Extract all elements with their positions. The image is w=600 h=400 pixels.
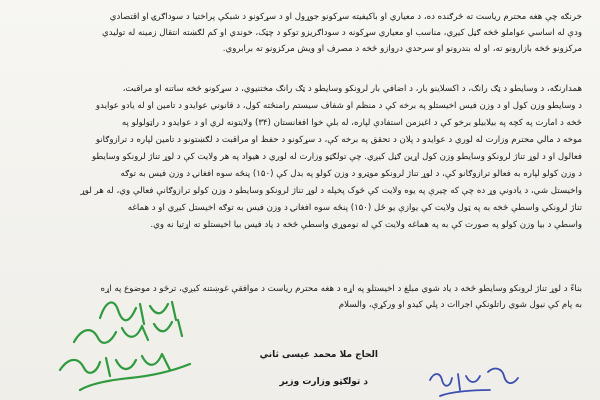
body-line: د وسایطو وزن کول او د وزن فیس اخیستلو په برخه کې د منظم او شفاف سیستم رامنځته کول، د قانوني عوایدو د تأمین او له یادو عوایدو xyxy=(95,101,582,111)
body-line: فعالول او د لوړ تناژ لرونکو وسایطو وزن کول اړین ګڼل کیږي. چې تولګټو وزارت له لوري د هیواد په هر ولایت کې د لوړ تناژ لرونکو وسایطو xyxy=(91,152,582,162)
signatory-title: د تولګټو وزارت وزیر xyxy=(279,377,368,387)
body-line: مرکزونو څخه بازارونو ته، او له بندرونو او سرحدي دروازو څخه د مصرف او ویش مرکزونو ته برابروي. xyxy=(222,44,582,54)
body-line: واخیستل شي، د یادونې وړ ده چې که چیرې په یوه ولایت کې څوک پخپله د لوړ تناژ لرونکو وسایطو د وزن کولو ترازوګانې فعالې وي، له هر لوړ xyxy=(80,186,582,196)
body-line: واسطې د بیا وزن کولو په صورت کې به په هماغه ولایت کې له نوموړي واسطې څخه د یاد فیس بیا اخیستلو ته اړتیا نه وي. xyxy=(150,220,582,230)
body-line: خرنګه چې هغه محترم ریاست ته څرګنده ده، د معیاري او باکیفیته سړکونو جوړول او د سړکونو د شبکې پراختیا د سوداګرۍ او اقتصادي xyxy=(109,12,582,22)
body-line: موخه د مالي محترم وزارت له لوري د عوایدو د پلان د تحقق په برخه کې، د سړکونو د حفظ او مراقبت د لګښتونو د تأمین لپاره د ترازوګانو xyxy=(95,135,582,145)
green-handwritten-note xyxy=(40,280,210,400)
body-line: به پام کې نیول شوي راتلونکې اجراآت د پلي کیدو او ورکړې، والسلام xyxy=(338,300,582,310)
signatory-name: الحاج ملا محمد عیسی ثاني xyxy=(259,350,378,360)
body-line: بناءً د لوړ تناژ لرونکو وسایطو څخه د یاد شوي مبلغ د اخیستلو په اړه د هغه محترم ریاست د موافقې غوښتنه کیږي، ترڅو د موضوع په اړه xyxy=(100,284,582,294)
body-line: تناژ لرونکي واسطې څخه به په ټول ولایت کې یوازې یو ځل (۱۵۰) پنځه سوه افغانۍ د وزن فیس به توګه اخیستل کیږي او د هماغه xyxy=(127,203,582,213)
body-line: ودې له اساسي عواملو څخه ګڼل کیږي، مناسب او معیاري سړکونه د سوداګریزو توکو د چټک، خوندي او کم لګښته انتقال زمینه له تولیدي xyxy=(101,28,582,38)
body-line: د وزن کولو لپاره به فعالو ترازوګانو کې، د لوړ تناژ لرونکو موټرو د وزن کولو په بدل کې (۱۵۰) پنځه سوه افغانۍ د وزن فیس به توګه xyxy=(120,169,582,179)
body-line: څخه د امارت په کچه په بیلابیلو برخو کې د اغیزمن استفادې لپاره، له بلې خوا افغانستان (۳۴) ولایتونه لري او د عوایدو د راټولولو په xyxy=(121,118,582,128)
blue-handwritten-note xyxy=(420,360,530,400)
body-line: همدارنګه، د وسایطو د ټګ رانګ، د اکسلاینو بار، د اضافي بار لرونکو وسایطو د ټګ رانګ مختنیوي، د سړکونو څخه ساتنه او مراقبت، xyxy=(122,84,582,94)
